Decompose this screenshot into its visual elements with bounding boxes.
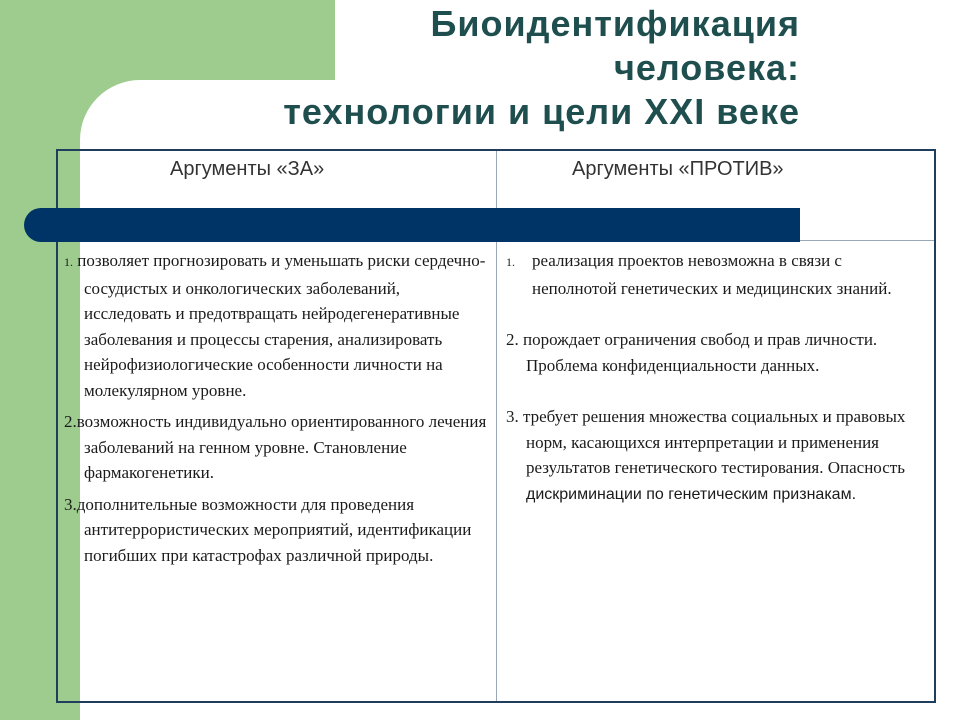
con-item-3-number: 3. [506, 407, 519, 426]
pro-item-3-text: дополнительные возможности для проведения антитеррористических мероприятий, идентификации погибших при катастрофах различной природы. [76, 494, 472, 565]
con-item-2 [506, 327, 930, 378]
title-line-1: Биоидентификация [430, 3, 800, 44]
pro-item-2-number: 2. [64, 412, 77, 431]
pro-item-3 [64, 492, 490, 569]
con-item-3 [506, 404, 930, 507]
decorative-bar [24, 208, 800, 242]
title-line-3: технологии и цели XXI веке [283, 91, 800, 132]
pro-arguments-list [64, 248, 490, 568]
con-item-3-text: требует решения множества социальных и правовых норм, касающихся интерпретации и применения результатов генетического тестирования. Опасность [523, 407, 906, 477]
con-column-header: Аргументы «ПРОТИВ» [572, 158, 784, 180]
con-item-1 [506, 248, 930, 301]
con-item-1-number: 1. [506, 255, 515, 269]
slide-title [100, 2, 800, 134]
con-item-2-text: порождает ограничения свобод и прав личности. Проблема конфиденциальности данных. [523, 330, 878, 375]
pro-item-1-number: 1. [64, 255, 73, 269]
pro-item-2-text: возможность индивидуально ориентированного лечения заболеваний на генном уровне. Становление фармакогенетики. [76, 412, 487, 482]
pro-item-1-text: позволяет прогнозировать и уменьшать риски сердечно-сосудистых и онкологических заболеваний, исследовать и предотвращать нейродегенеративные заболевания и процессы старения, анализировать нейрофизиологические особенности личности на молекулярном уровне. [77, 251, 486, 400]
pro-item-3-number: 3. [64, 494, 77, 514]
con-item-3-text-tail: дискриминации по генетическим признакам. [526, 485, 857, 503]
pro-item-2 [64, 409, 490, 486]
title-line-2: человека: [613, 47, 800, 88]
con-arguments-list [506, 248, 930, 507]
pro-column-header: Аргументы «ЗА» [170, 158, 325, 180]
con-item-1-text: реализация проектов невозможна в связи с неполнотой генетических и медицинских знаний. [532, 251, 892, 298]
con-item-2-number: 2. [506, 330, 519, 349]
pro-item-1 [64, 248, 490, 403]
